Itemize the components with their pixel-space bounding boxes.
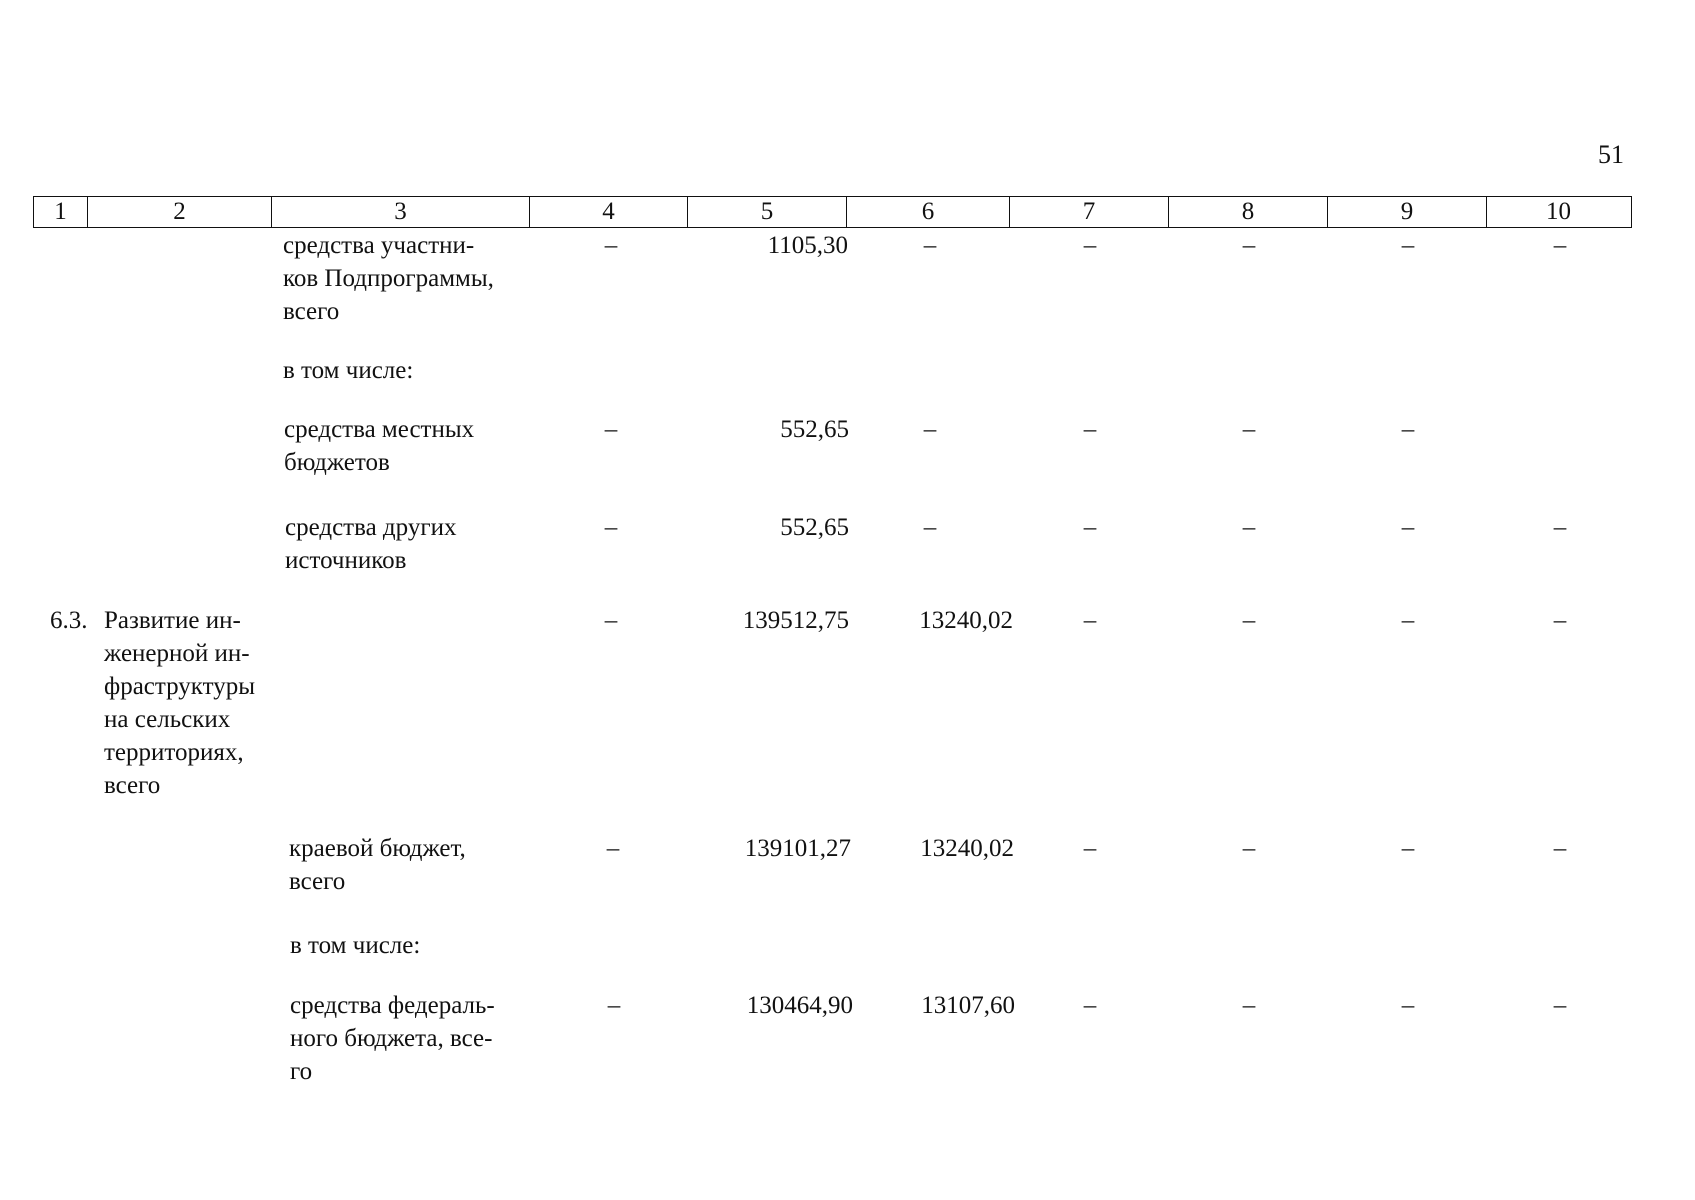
header-cell-9: 9 [1328,197,1487,227]
header-cell-10: 10 [1546,198,1571,225]
page-number: 51 [1598,140,1624,169]
row-label-line: средства федераль- [290,992,495,1019]
row-label-line: бюджетов [284,449,390,476]
cell-col5: 552,65 [780,514,849,541]
row-title-line: Развитие ин- [104,607,241,634]
cell-col9: – [1401,835,1415,862]
row-title-line: фраструктуры [104,673,256,700]
cell-col8: – [1242,514,1256,541]
row-label-line: средства других [285,514,457,541]
cell-col8: – [1242,835,1256,862]
row-label-line: средства местных [284,416,475,443]
cell-col4: – [604,607,618,634]
cell-col10: – [1553,514,1567,541]
cell-col5: 1105,30 [767,232,848,259]
row-label-line: источников [285,547,407,574]
cell-col8: – [1242,416,1256,443]
subheading-in-that-number: в том числе: [290,932,421,959]
cell-col4: – [606,835,620,862]
row-title-line: на сельских [104,706,231,733]
row-label-line: всего [283,298,340,325]
cell-col10: – [1553,232,1567,259]
cell-col9: – [1401,232,1415,259]
cell-col9: – [1401,607,1415,634]
cell-col5: 552,65 [780,416,849,443]
header-cell-8: 8 [1169,197,1328,227]
cell-col8: – [1242,992,1256,1019]
cell-col4: – [607,992,621,1019]
cell-col10: – [1553,992,1567,1019]
cell-col7: – [1083,416,1097,443]
header-cell-5: 5 [688,197,847,227]
cell-col6: – [923,514,937,541]
row-number: 6.3. [50,607,88,634]
cell-col7: – [1083,607,1097,634]
row-label-line: средства участни- [283,232,475,259]
cell-col8: – [1242,232,1256,259]
cell-col4: – [604,514,618,541]
cell-col7: – [1083,992,1097,1019]
cell-col10: – [1553,607,1567,634]
row-label-line: ков Подпрограммы, [283,265,494,292]
header-cell-7: 7 [1010,197,1169,227]
subheading-in-that-number: в том числе: [283,357,414,384]
row-label-line: всего [289,868,346,895]
cell-col9: – [1401,992,1415,1019]
cell-col4: – [604,232,618,259]
row-title-line: территориях, [104,739,244,766]
row-title-line: женерной ин- [104,640,250,667]
cell-col7: – [1083,232,1097,259]
header-cell-3: 3 [272,197,530,227]
cell-col6: 13240,02 [920,835,1014,862]
header-cell-4: 4 [530,197,688,227]
cell-col6: 13107,60 [921,992,1015,1019]
cell-col6: – [923,416,937,443]
cell-col5: 139512,75 [742,607,849,634]
header-cell-6: 6 [847,197,1010,227]
cell-col5: 130464,90 [746,992,853,1019]
row-label-line: го [290,1058,313,1085]
cell-col9: – [1401,416,1415,443]
row-label-line: краевой бюджет, [289,835,466,862]
cell-col7: – [1083,514,1097,541]
cell-col8: – [1242,607,1256,634]
cell-col10: – [1553,835,1567,862]
cell-col5: 139101,27 [744,835,851,862]
header-cell-1: 1 [34,197,88,227]
table-header-row [33,196,1632,228]
cell-col6: 13240,02 [919,607,1013,634]
header-cell-2: 2 [88,197,272,227]
cell-col6: – [923,232,937,259]
cell-col7: – [1083,835,1097,862]
cell-col9: – [1401,514,1415,541]
cell-col4: – [604,416,618,443]
row-label-line: ного бюджета, все- [290,1025,493,1052]
row-title-line: всего [104,772,161,799]
